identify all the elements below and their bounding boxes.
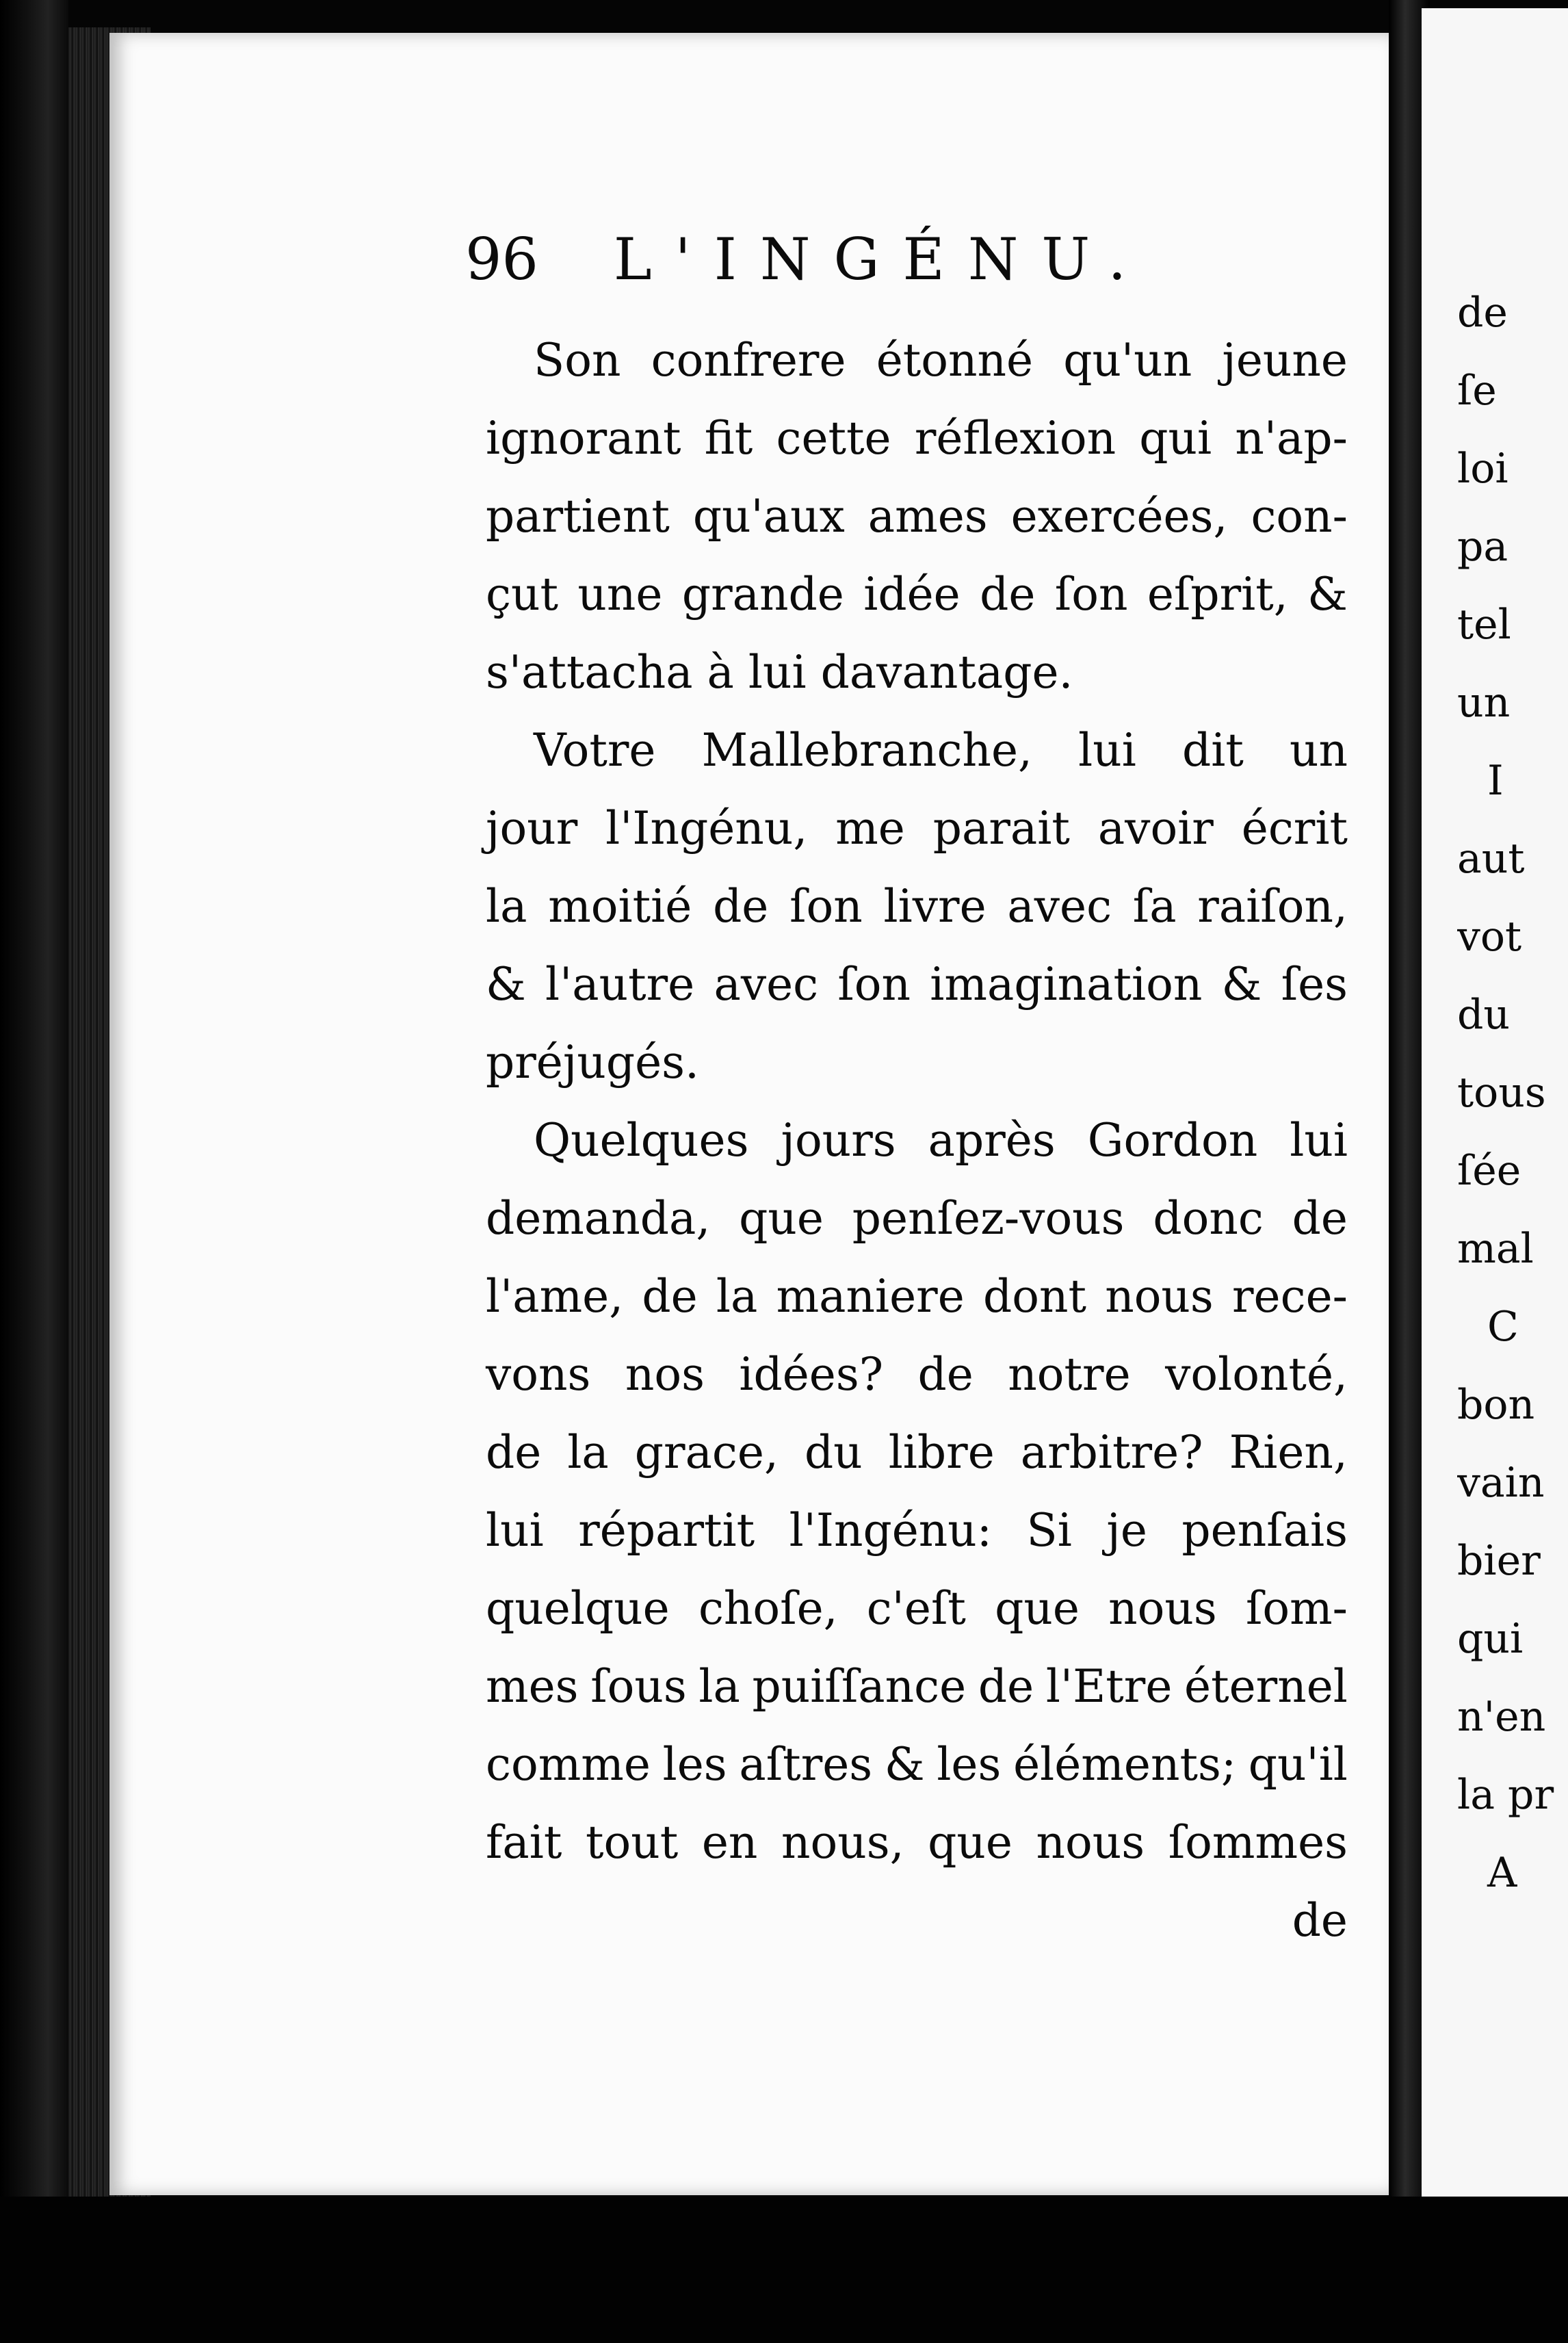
text-line-fragment: A xyxy=(1487,1849,1517,1897)
text-line: Quelques jours après Gordon lui xyxy=(534,1114,1348,1167)
running-title: L'INGÉNU. xyxy=(613,226,1150,293)
text-line: l'ame, de la maniere dont nous rece- xyxy=(486,1270,1348,1323)
text-line: comme les aſtres & les éléments; qu'il xyxy=(486,1738,1348,1791)
text-line: vons nos idées? de notre volonté, xyxy=(486,1348,1348,1401)
text-line: & l'autre avec ſon imagination & ſes xyxy=(486,958,1348,1011)
text-line-fragment: ſe xyxy=(1457,367,1497,415)
text-line-fragment: C xyxy=(1487,1303,1519,1351)
text-line-fragment: n'en xyxy=(1457,1693,1546,1741)
text-line-fragment: bon xyxy=(1457,1381,1535,1429)
text-line-fragment: bier xyxy=(1457,1537,1541,1585)
page-number: 96 xyxy=(465,226,538,293)
text-line-fragment: de xyxy=(1457,289,1508,337)
right-page-text-fragments xyxy=(1457,274,1568,1912)
text-line-fragment: mal xyxy=(1457,1225,1534,1273)
scan-bottom-margin xyxy=(0,2197,1568,2343)
text-line: préjugés. xyxy=(486,1036,699,1089)
text-line-fragment: tous xyxy=(1457,1069,1546,1117)
text-line: quelque choſe, c'eſt que nous ſom- xyxy=(486,1582,1348,1635)
text-line: mes ſous la puiſſance de l'Etre éternel xyxy=(486,1660,1348,1713)
text-line-fragment: du xyxy=(1457,991,1511,1039)
text-line-fragment: un xyxy=(1457,679,1511,727)
text-line: Son confrere étonné qu'un jeune xyxy=(534,334,1348,387)
text-line: la moitié de ſon livre avec ſa raiſon, xyxy=(486,880,1348,933)
text-line: de la grace, du libre arbitre? Rien, xyxy=(486,1426,1348,1479)
text-line: jour l'Ingénu, me parait avoir écrit xyxy=(486,802,1348,855)
text-line-fragment: aut xyxy=(1457,835,1525,883)
text-line-fragment: loi xyxy=(1457,445,1508,493)
text-line: ignorant fit cette réflexion qui n'ap- xyxy=(486,412,1348,465)
text-line-fragment: pa xyxy=(1457,523,1508,571)
text-line-fragment: la pr xyxy=(1457,1771,1554,1819)
text-line-fragment: qui xyxy=(1457,1615,1524,1663)
text-line: partient qu'aux ames exercées, con- xyxy=(486,490,1348,543)
text-line: s'attacha à lui davantage. xyxy=(486,646,1073,699)
text-line-fragment: I xyxy=(1487,757,1504,805)
left-page-text xyxy=(486,322,1348,1947)
text-line: demanda, que penſez-vous donc de xyxy=(486,1192,1348,1245)
text-line: fait tout en nous, que nous ſommes xyxy=(486,1816,1348,1869)
text-line-fragment: ſée xyxy=(1457,1147,1521,1195)
text-line-fragment: vot xyxy=(1457,913,1522,961)
text-line-fragment: tel xyxy=(1457,601,1511,649)
text-line: lui répartit l'Ingénu: Si je penſais xyxy=(486,1504,1348,1557)
catchword: de xyxy=(1292,1894,1348,1947)
text-line: Votre Mallebranche, lui dit un xyxy=(534,724,1348,777)
text-line-fragment: vain xyxy=(1457,1459,1545,1507)
book-cover-edge xyxy=(0,0,68,2343)
text-line: çut une grande idée de ſon eſprit, & xyxy=(486,568,1348,621)
running-head xyxy=(465,226,1149,293)
